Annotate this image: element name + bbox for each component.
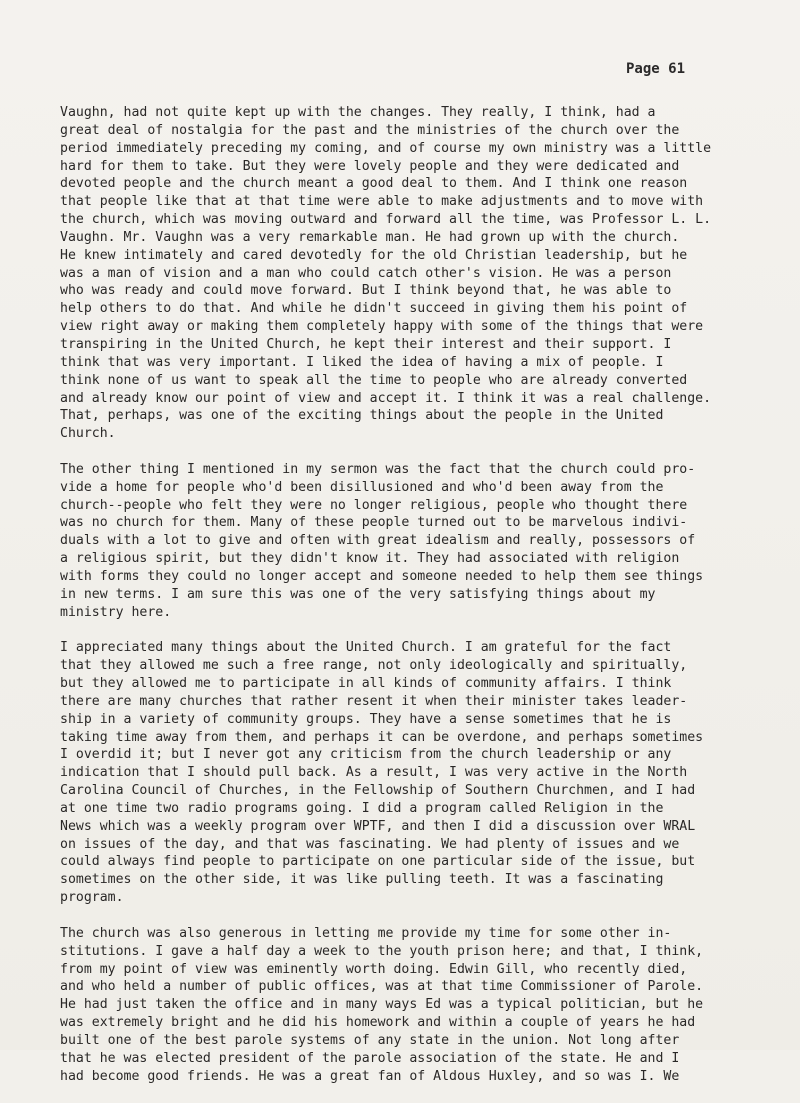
text-line: vide a home for people who'd been disillusioned and who'd been away from the: [60, 479, 664, 495]
text-line: program.: [60, 890, 124, 906]
text-line: hard for them to take. But they were lovely people and they were dedicated and: [60, 158, 680, 174]
text-line: and who held a number of public offices, was at that time Commissioner of Parole.: [60, 979, 704, 995]
text-line: built one of the best parole systems of any state in the union. Not long after: [60, 1032, 680, 1048]
paragraph-3: [60, 639, 780, 907]
text-line: The church was also generous in letting me provide my time for some other in-: [60, 925, 672, 941]
paragraph-1: [60, 104, 780, 443]
text-line: was a man of vision and a man who could catch other's vision. He was a person: [60, 265, 672, 281]
text-line: indication that I should pull back. As a result, I was very active in the North: [60, 765, 688, 781]
text-line: great deal of nostalgia for the past and the ministries of the church over the: [60, 122, 680, 138]
text-line: sometimes on the other side, it was like pulling teeth. It was a fascinating: [60, 872, 664, 888]
text-line: and already know our point of view and accept it. I think it was a real challenge.: [60, 390, 712, 406]
text-line: He had just taken the office and in many ways Ed was a typical politician, but he: [60, 997, 704, 1013]
text-line: a religious spirit, but they didn't know it. They had associated with religion: [60, 551, 680, 567]
paragraph-4: [60, 925, 780, 1086]
text-line: Carolina Council of Churches, in the Fellowship of Southern Churchmen, and I had: [60, 783, 696, 799]
text-line: the church, which was moving outward and forward all the time, was Professor L. L.: [60, 212, 712, 228]
text-line: The other thing I mentioned in my sermon was the fact that the church could pro-: [60, 461, 696, 477]
text-line: in new terms. I am sure this was one of the very satisfying things about my: [60, 586, 656, 602]
paragraph-2: [60, 461, 780, 622]
text-line: from my point of view was eminently worth doing. Edwin Gill, who recently died,: [60, 961, 688, 977]
text-line: Vaughn. Mr. Vaughn was a very remarkable man. He had grown up with the church.: [60, 229, 680, 245]
text-line: was no church for them. Many of these people turned out to be marvelous indivi-: [60, 515, 688, 531]
text-line: could always find people to participate on one particular side of the issue, but: [60, 854, 696, 870]
text-line: who was ready and could move forward. But I think beyond that, he was able to: [60, 283, 672, 299]
text-line: had become good friends. He was a great fan of Aldous Huxley, and so was I. We: [60, 1068, 680, 1084]
page-number: Page 61: [626, 61, 686, 77]
text-line: Vaughn, had not quite kept up with the changes. They really, I think, had a: [60, 105, 656, 120]
transcript-body: [60, 104, 780, 1103]
text-line: ministry here.: [60, 604, 172, 620]
text-line: help others to do that. And while he didn't succeed in giving them his point of: [60, 301, 688, 317]
text-line: was extremely bright and he did his homework and within a couple of years he had: [60, 1015, 696, 1031]
text-line: taking time away from them, and perhaps it can be overdone, and perhaps sometimes: [60, 729, 704, 745]
text-line: ship in a variety of community groups. They have a sense sometimes that he is: [60, 711, 672, 727]
text-line: with forms they could no longer accept and someone needed to help them see things: [60, 568, 704, 584]
text-line: view right away or making them completely happy with some of the things that were: [60, 319, 704, 335]
text-line: transpiring in the United Church, he kept their interest and their support. I: [60, 336, 672, 352]
text-line: think that was very important. I liked the idea of having a mix of people. I: [60, 354, 664, 370]
text-line: I overdid it; but I never got any criticism from the church leadership or any: [60, 747, 672, 763]
text-line: that they allowed me such a free range, not only ideologically and spiritually,: [60, 658, 688, 674]
text-line: That, perhaps, was one of the exciting things about the people in the United: [60, 408, 664, 424]
text-line: He knew intimately and cared devotedly for the old Christian leadership, but he: [60, 247, 688, 263]
text-line: on issues of the day, and that was fascinating. We had plenty of issues and we: [60, 836, 680, 852]
text-line: stitutions. I gave a half day a week to the youth prison here; and that, I think,: [60, 943, 704, 959]
text-line: at one time two radio programs going. I did a program called Religion in the: [60, 800, 664, 816]
text-line: News which was a weekly program over WPTF, and then I did a discussion over WRAL: [60, 818, 696, 834]
text-line: period immediately preceding my coming, and of course my own ministry was a little: [60, 140, 712, 156]
text-line: I appreciated many things about the United Church. I am grateful for the fact: [60, 640, 672, 656]
text-line: there are many churches that rather resent it when their minister takes leader-: [60, 693, 688, 709]
text-line: think none of us want to speak all the time to people who are already converted: [60, 372, 688, 388]
text-line: that he was elected president of the parole association of the state. He and I: [60, 1050, 680, 1066]
text-line: but they allowed me to participate in all kinds of community affairs. I think: [60, 676, 672, 691]
text-line: duals with a lot to give and often with great idealism and really, possessors of: [60, 533, 696, 549]
text-line: Church.: [60, 426, 116, 442]
text-line: church--people who felt they were no longer religious, people who thought there: [60, 497, 688, 513]
text-line: that people like that at that time were able to make adjustments and to move with: [60, 194, 704, 210]
text-line: devoted people and the church meant a good deal to them. And I think one reason: [60, 176, 688, 192]
